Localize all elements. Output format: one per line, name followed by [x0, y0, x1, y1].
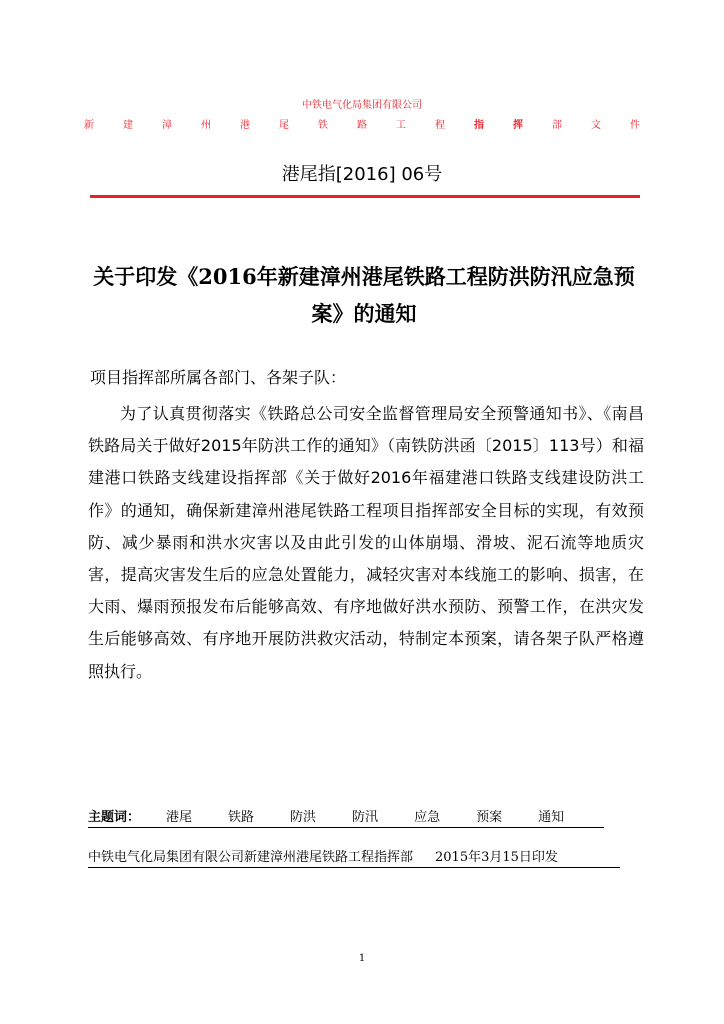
keyword: 港尾: [166, 810, 193, 825]
header-char: 新: [84, 120, 94, 131]
header-char: 漳: [162, 120, 172, 131]
header-char: 建: [123, 120, 133, 131]
header-char: 路: [357, 120, 367, 131]
keywords-row: [88, 806, 604, 828]
salutation: 项目指挥部所属各部门、各架子队：: [90, 368, 347, 387]
header-char: 部: [552, 120, 562, 131]
issue-date: 2015年3月15日印发: [435, 850, 558, 865]
body-paragraph: 为了认真贯彻落实《铁路总公司安全监督管理局安全预警通知书》、《南昌铁路局关于做好2015年防洪工作的通知》（南铁防洪函〔2015〕113号）和福建港口铁路支线建设指挥部《关于做好2016年福建港口铁路支线建设防洪工作》的通知，确保新建漳州港尾铁路工程项目指挥部安全目标的实现，有效预防、减少暴雨和洪水灾害以及由此引发的山体崩塌、滑坡、泥石流等地质灾害，提高灾害发生后的应急处置能力，减轻灾害对本线施工的影响、损害，在大雨、爆雨预报发布后能够高效、有序地做好洪水预防、预警工作，在洪灾发生后能够高效、有序地开展防洪救灾活动，特制定本预案，请各架子队严格遵照执行。: [88, 404, 644, 681]
header-char: 铁: [318, 120, 328, 131]
red-divider: [90, 195, 640, 198]
header-char: 挥: [513, 120, 523, 131]
keyword: 通知: [538, 810, 565, 825]
keyword: 预案: [476, 810, 503, 825]
header-char: 尾: [279, 120, 289, 131]
header-char: 件: [630, 120, 640, 131]
header-char: 港: [240, 120, 250, 131]
page-number: 1: [358, 953, 366, 964]
header-char: 工: [396, 120, 406, 131]
keyword: 防洪: [290, 810, 317, 825]
header-char: 程: [435, 120, 445, 131]
document-number: 港尾指[2016] 06号: [281, 164, 443, 185]
keywords-label: 主题词：: [88, 810, 141, 825]
header-subtitle: [84, 116, 640, 131]
keyword: 铁路: [228, 810, 255, 825]
body-text: [88, 398, 644, 688]
header-org: 中铁电气化局集团有限公司: [302, 100, 422, 111]
keyword: 防汛: [352, 810, 379, 825]
issuer: 中铁电气化局集团有限公司新建漳州港尾铁路工程指挥部: [88, 850, 414, 865]
document-title: 关于印发《2016年新建漳州港尾铁路工程防洪防汛应急预案》的通知: [93, 264, 635, 326]
keyword: 应急: [414, 810, 441, 825]
header-char: 指: [474, 120, 484, 131]
header-char: 文: [591, 120, 601, 131]
header-char: 州: [201, 120, 211, 131]
issuance-row: [88, 846, 620, 868]
